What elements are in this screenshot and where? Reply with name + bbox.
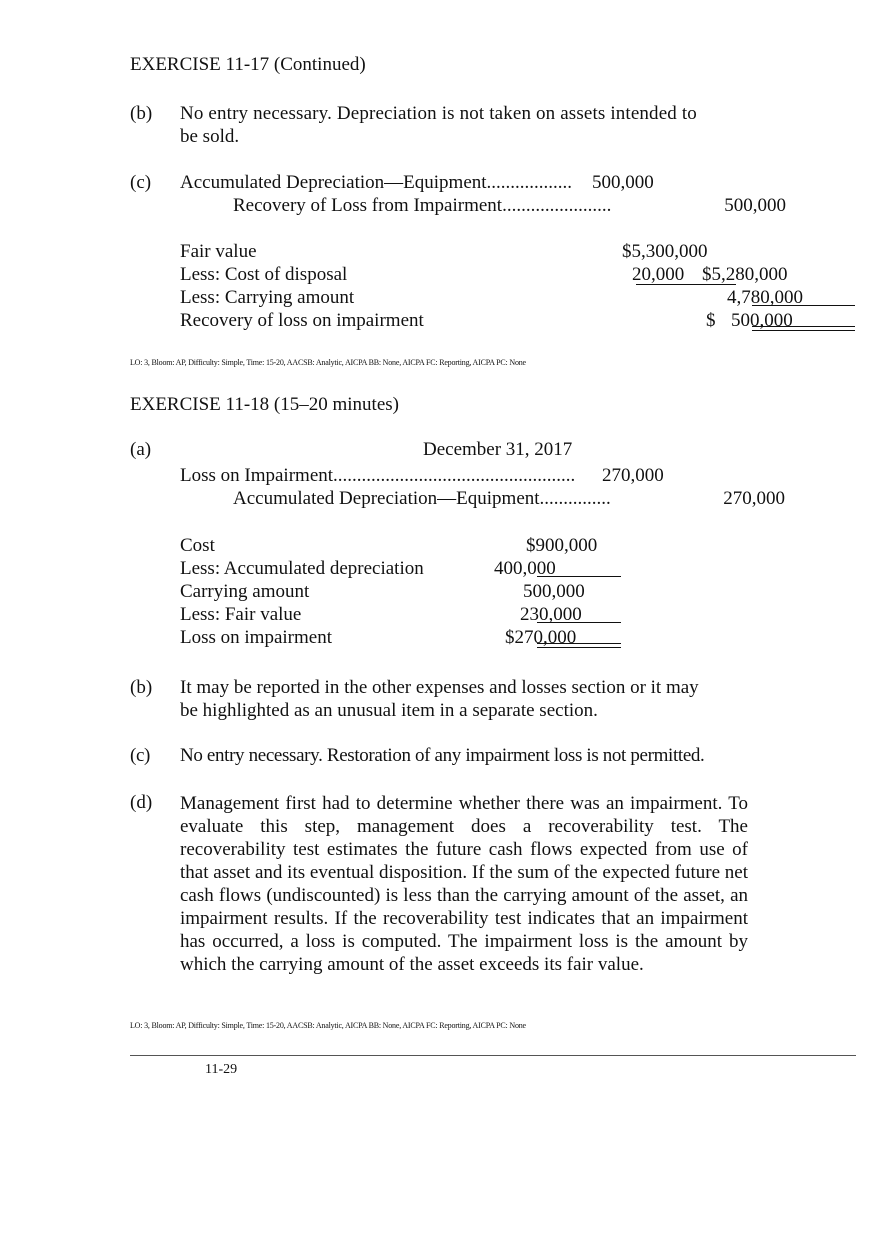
part-b-line-1: It may be reported in the other expenses and losses section or it may — [180, 677, 699, 698]
metadata-line: LO: 3, Bloom: AP, Difficulty: Simple, Time: 15-20, AACSB: Analytic, AICPA BB: None, AICPA FC: Reporting, AICPA PC: None — [130, 358, 526, 367]
calc-row-label: Loss on impairment — [180, 627, 332, 648]
part-d-paragraph: Management first had to determine whether there was an impairment. To evaluate this step, management does a recoverability test. The recoverability test estimates the future cash flows expected from use of that asset and its eventual disposition. If the sum of the expected future net cash flows (undiscounted) is less than the carrying amount of the asset, an impairment results. If the recoverability test indicates that an impairment has occurred, a loss is computed. The impairment loss is the amount by which the carrying amount of the asset exceeds its fair value. — [180, 793, 748, 975]
journal-debit-amount: 500,000 — [592, 172, 654, 193]
calc-row-col1: $ — [706, 310, 716, 331]
total-double-underline — [752, 326, 855, 331]
calc-row-label: Recovery of loss on impairment — [180, 310, 424, 331]
calc-row-amount: 400,000 — [494, 558, 556, 579]
subtotal-underline — [537, 576, 621, 577]
journal-credit-amount: 270,000 — [723, 488, 785, 509]
journal-credit-amount: 500,000 — [724, 195, 786, 216]
calc-row-label: Carrying amount — [180, 581, 310, 602]
part-b-label: (b) — [130, 677, 153, 698]
journal-debit-account: Accumulated Depreciation—Equipment.................. — [180, 172, 573, 193]
calc-row-amount: $900,000 — [526, 535, 598, 556]
part-b-line-2: be highlighted as an unusual item in a separate section. — [180, 700, 598, 721]
subtotal-underline — [537, 622, 621, 623]
journal-debit-account: Loss on Impairment................................................... — [180, 465, 576, 486]
calc-row-label: Fair value — [180, 241, 257, 262]
entry-date: December 31, 2017 — [423, 439, 573, 460]
subtotal-underline — [752, 305, 855, 306]
journal-credit-account: Accumulated Depreciation—Equipment............... — [233, 488, 611, 509]
total-double-underline — [537, 643, 621, 648]
exercise-11-17-heading: EXERCISE 11-17 (Continued) — [130, 54, 366, 75]
part-b-line-2: be sold. — [180, 126, 240, 147]
calc-row-label: Less: Fair value — [180, 604, 302, 625]
calc-row-label: Less: Accumulated depreciation — [180, 558, 424, 579]
journal-credit-account: Recovery of Loss from Impairment....................... — [233, 195, 612, 216]
calc-row-amount: 230,000 — [520, 604, 582, 625]
calc-row-amount: $270,000 — [505, 627, 577, 648]
calc-row-col1: $5,300,000 — [622, 241, 708, 262]
calc-row-col1: 20,000 — [632, 264, 685, 285]
calc-row-col2: 500,000 — [731, 310, 793, 331]
calc-row-amount: 500,000 — [523, 581, 585, 602]
journal-debit-amount: 270,000 — [602, 465, 664, 486]
calc-row-label: Less: Cost of disposal — [180, 264, 348, 285]
part-d-label: (d) — [130, 792, 153, 813]
calc-row-label: Cost — [180, 535, 215, 556]
part-a-label: (a) — [130, 439, 152, 460]
subtotal-underline — [636, 284, 736, 285]
metadata-line: LO: 3, Bloom: AP, Difficulty: Simple, Time: 15-20, AACSB: Analytic, AICPA BB: None, AICPA FC: Reporting, AICPA PC: None — [130, 1021, 526, 1030]
part-b-label: (b) — [130, 103, 153, 124]
part-c-label: (c) — [130, 172, 152, 193]
part-c-text: No entry necessary. Restoration of any impairment loss is not permitted. — [180, 745, 705, 766]
part-b-line-1: No entry necessary. Depreciation is not taken on assets intended to — [180, 103, 697, 124]
calc-row-label: Less: Carrying amount — [180, 287, 355, 308]
calc-row-col2: 4,780,000 — [727, 287, 803, 308]
page-number: 11-29 — [205, 1062, 238, 1077]
part-c-label: (c) — [130, 745, 151, 766]
calc-row-col2: $5,280,000 — [702, 264, 788, 285]
footer-rule — [130, 1055, 856, 1056]
exercise-11-18-heading: EXERCISE 11-18 (15–20 minutes) — [130, 394, 399, 415]
